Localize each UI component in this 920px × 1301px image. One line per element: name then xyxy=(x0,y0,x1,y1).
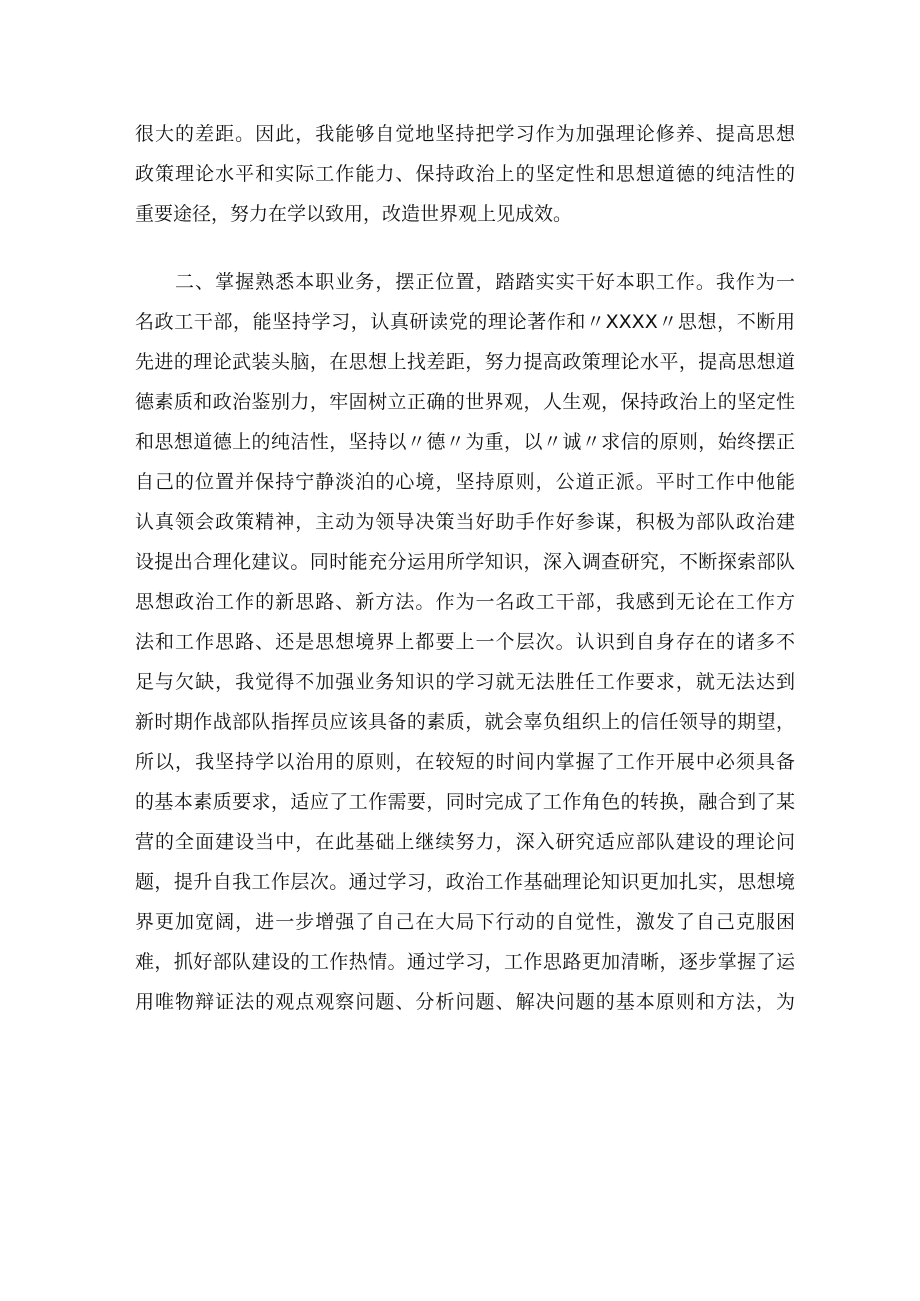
text-line: 设提出合理化建议。同时能充分运用所学知识，深入调查研究，不断探索部队 xyxy=(135,551,795,573)
text-line: 认真领会政策精神，主动为领导决策当好助手作好参谋，积极为部队政治建 xyxy=(135,511,795,533)
text-line: 用唯物辩证法的观点观察问题、分析问题、解决问题的基本原则和方法，为 xyxy=(135,991,795,1013)
text-line: 和思想道德上的纯洁性，坚持以〃德〃为重，以〃诚〃求信的原则，始终摆正 xyxy=(135,431,795,453)
text-line: 的基本素质要求，适应了工作需要，同时完成了工作角色的转换，融合到了某 xyxy=(135,791,795,813)
text-line: 界更加宽阔，进一步增强了自己在大局下行动的自觉性，激发了自己克服困 xyxy=(135,911,795,933)
text-line: 新时期作战部队指挥员应该具备的素质，就会辜负组织上的信任领导的期望， xyxy=(135,711,795,733)
text-line: 营的全面建设当中，在此基础上继续努力，深入研究适应部队建设的理论问 xyxy=(135,831,795,853)
text-line: 自己的位置并保持宁静淡泊的心境，坚持原则，公道正派。平时工作中他能 xyxy=(135,471,795,493)
text-line: 先进的理论武装头脑，在思想上找差距，努力提高政策理论水平，提高思想道 xyxy=(135,351,795,373)
text-line: 所以，我坚持学以治用的原则，在较短的时间内掌握了工作开展中必须具备 xyxy=(135,751,795,773)
text-line: 思想政治工作的新思路、新方法。作为一名政工干部，我感到无论在工作方 xyxy=(135,591,795,613)
text-line: 很大的差距。因此，我能够自觉地坚持把学习作为加强理论修养、提高思想 xyxy=(135,123,795,145)
text-line: 政策理论水平和实际工作能力、保持政治上的坚定性和思想道德的纯洁性的 xyxy=(135,163,795,185)
text-line: 二、掌握熟悉本职业务，摆正位置，踏踏实实干好本职工作。我作为一 xyxy=(175,271,795,293)
text-line: 难，抓好部队建设的工作热情。通过学习，工作思路更加清晰，逐步掌握了运 xyxy=(135,951,795,973)
text-line: 法和工作思路、还是思想境界上都要上一个层次。认识到自身存在的诸多不 xyxy=(135,631,795,653)
text-line: 重要途径，努力在学以致用，改造世界观上见成效。 xyxy=(135,203,573,225)
text-line: 德素质和政治鉴别力，牢固树立正确的世界观，人生观，保持政治上的坚定性 xyxy=(135,391,795,413)
text-line: 足与欠缺，我觉得不加强业务知识的学习就无法胜任工作要求，就无法达到 xyxy=(135,671,795,693)
text-line: 名政工干部，能坚持学习，认真研读党的理论著作和〃XXXX〃思想，不断用 xyxy=(135,311,795,333)
text-line: 题，提升自我工作层次。通过学习，政治工作基础理论知识更加扎实，思想境 xyxy=(135,871,795,893)
